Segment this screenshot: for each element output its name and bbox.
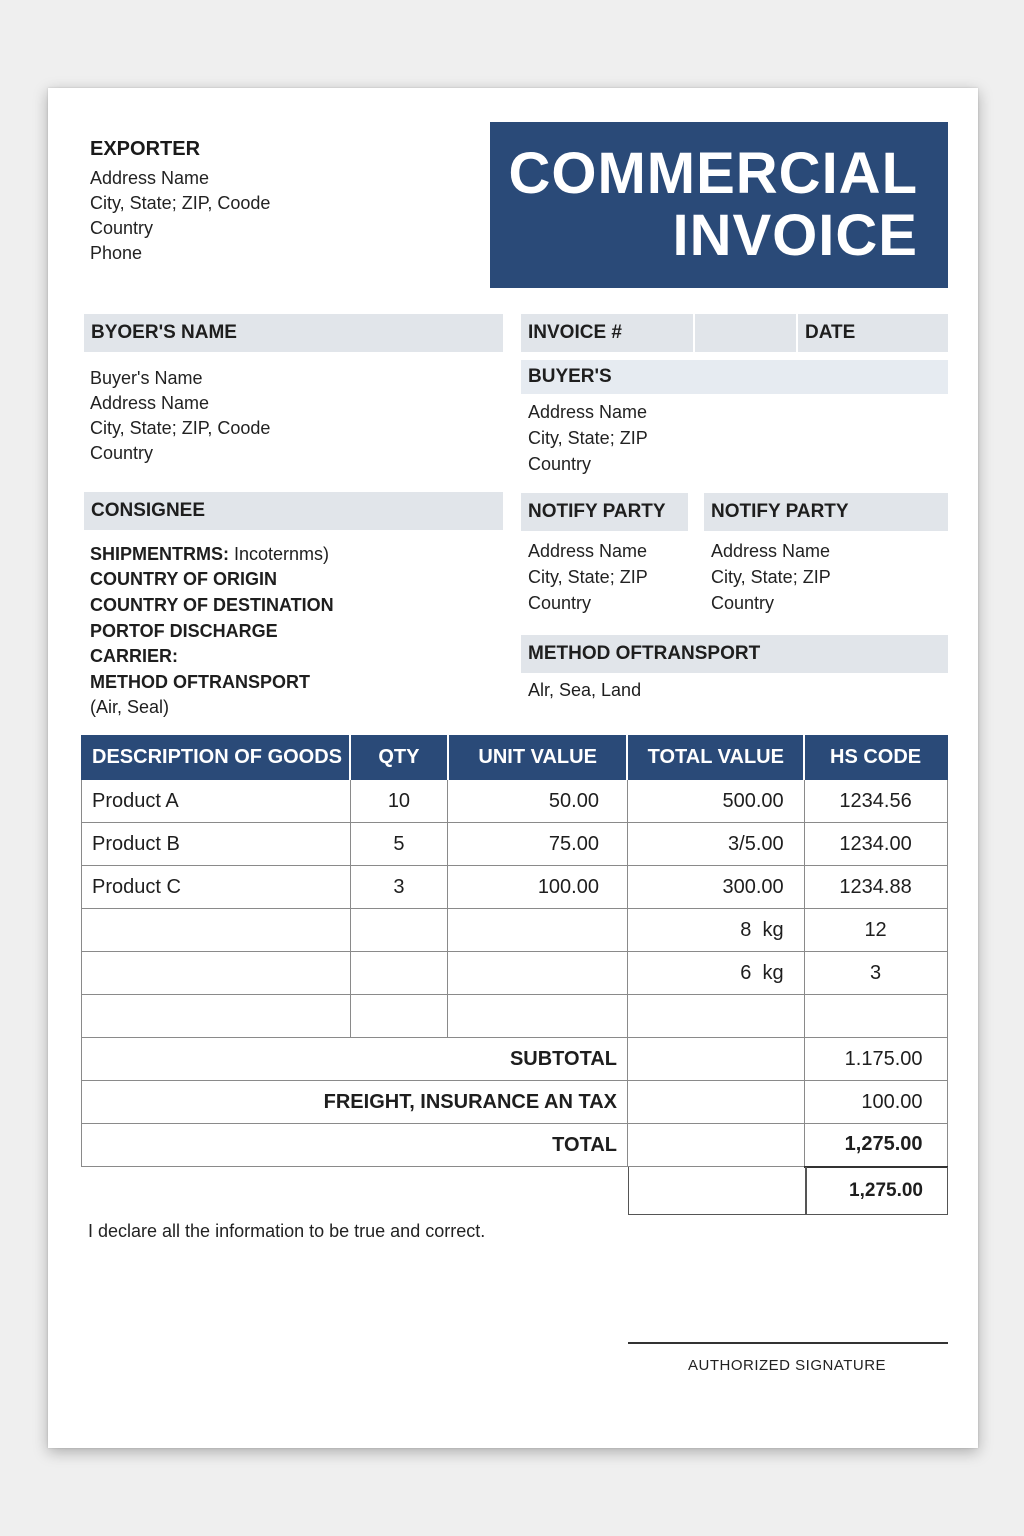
total-label: TOTAL [82, 1124, 628, 1167]
buyers-line: Country [528, 454, 592, 474]
consignee-field: COUNTRY OF ORIGIN [90, 569, 278, 589]
cell-hs-code: 3 [804, 952, 947, 995]
notify-1-line: Address Name [528, 541, 648, 561]
total-row [82, 1124, 948, 1167]
notify-2-line: Address Name [711, 541, 831, 561]
buyer-line: City, State; ZIP, Coode [90, 418, 271, 438]
freight-empty-cell [627, 1081, 804, 1124]
cell-unit-value: 50.00 [448, 780, 628, 823]
goods-table [81, 735, 948, 1168]
exporter-address [90, 166, 270, 266]
column-header-unit-value: UNIT VALUE [448, 736, 628, 780]
column-header-hs-code: HS CODE [804, 736, 947, 780]
buyers-header [521, 360, 948, 394]
cell-description: Product A [82, 780, 351, 823]
subtotal-label: SUBTOTAL [82, 1038, 628, 1081]
date-header [798, 314, 948, 352]
transport-note: (Air, Seal) [90, 697, 170, 717]
cell-total-value: 6 kg [627, 952, 804, 995]
cell-hs-code: 1234.00 [804, 823, 947, 866]
buyer-name-details [90, 366, 270, 466]
column-header-total-value: TOTAL VALUE [627, 736, 804, 780]
cell-unit-value [448, 952, 628, 995]
grand-total-box [628, 1167, 948, 1215]
total-value: 1,275.00 [804, 1124, 947, 1167]
cell-hs-code: 12 [804, 909, 947, 952]
cell-hs-code: 1234.56 [804, 780, 947, 823]
cell-qty: 10 [350, 780, 448, 823]
cell-total-value: 500.00 [627, 780, 804, 823]
buyers-header-label: BUYER'S [528, 366, 612, 387]
buyer-name-header-label: BYOER'S NAME [91, 322, 237, 343]
notify-1-line: Country [528, 593, 592, 613]
column-header-qty: QTY [350, 736, 448, 780]
table-row [82, 780, 948, 823]
cell-total-value: 8 kg [627, 909, 804, 952]
cell-unit-value [448, 995, 628, 1038]
cell-qty: 5 [350, 823, 448, 866]
goods-table-header-row [82, 736, 948, 780]
document-title-line2: INVOICE [672, 203, 918, 268]
exporter-line: Phone [90, 243, 143, 263]
shipment-terms-label: SHIPMENTRMS: [90, 544, 229, 564]
notify-2-line: City, State; ZIP [711, 567, 831, 587]
invoice-page [48, 88, 978, 1448]
consignee-fields [90, 567, 334, 696]
buyer-line: Country [90, 443, 154, 463]
cell-total-value [627, 995, 804, 1038]
notify-party-1-label: NOTIFY PARTY [528, 501, 666, 522]
subtotal-value: 1.175.00 [804, 1038, 947, 1081]
invoice-number-label: INVOICE # [528, 322, 622, 343]
consignee-field: METHOD OFTRANSPORT [90, 672, 310, 693]
cell-qty [350, 952, 448, 995]
cell-description: Product B [82, 823, 351, 866]
consignee-header-label: CONSIGNEE [91, 500, 206, 521]
cell-qty: 3 [350, 866, 448, 909]
exporter-title: EXPORTER [90, 138, 201, 160]
subtotal-empty-cell [627, 1038, 804, 1081]
consignee-field: CARRIER: [90, 646, 178, 667]
cell-unit-value: 75.00 [448, 823, 628, 866]
buyer-line: Address Name [90, 393, 210, 413]
signature-label: AUTHORIZED SIGNATURE [688, 1357, 887, 1374]
invoice-number-value [695, 314, 796, 352]
cell-total-value: 3/5.00 [627, 823, 804, 866]
exporter-line: Country [90, 218, 154, 238]
notify-party-2-label: NOTIFY PARTY [711, 501, 849, 522]
method-of-transport-label: METHOD OFTRANSPORT [528, 643, 761, 664]
invoice-number-header [521, 314, 693, 352]
buyer-line: Buyer's Name [90, 368, 203, 388]
notify-2-line: Country [711, 593, 775, 613]
cell-description [82, 909, 351, 952]
notify-party-2-header [704, 493, 948, 531]
cell-unit-value: 100.00 [448, 866, 628, 909]
grand-total-divider [805, 1167, 807, 1214]
table-row [82, 995, 948, 1038]
buyer-name-header [84, 314, 503, 352]
exporter-line: City, State; ZIP, Coode [90, 193, 271, 213]
notify-1-line: City, State; ZIP [528, 567, 648, 587]
notify-party-1-header [521, 493, 688, 531]
freight-value: 100.00 [804, 1081, 947, 1124]
buyers-details [528, 399, 648, 477]
freight-label: FREIGHT, INSURANCE AN TAX [82, 1081, 628, 1124]
exporter-line: Address Name [90, 168, 210, 188]
document-title-box [490, 122, 948, 288]
document-title-line1: COMMERCIAL [508, 141, 918, 206]
method-of-transport-value: Alr, Sea, Land [528, 680, 642, 700]
cell-qty [350, 995, 448, 1038]
method-of-transport-header [521, 635, 948, 673]
total-empty-cell [627, 1124, 804, 1167]
shipment-terms-value: Incoternms) [229, 544, 330, 564]
date-label: DATE [805, 322, 856, 343]
declaration-text: I declare all the information to be true and correct. [88, 1221, 486, 1241]
cell-description [82, 952, 351, 995]
cell-hs-code: 1234.88 [804, 866, 947, 909]
cell-hs-code [804, 995, 947, 1038]
buyers-line: City, State; ZIP [528, 428, 648, 448]
cell-unit-value [448, 909, 628, 952]
notify-party-1-details [528, 538, 648, 616]
buyers-line: Address Name [528, 402, 648, 422]
subtotal-row [82, 1038, 948, 1081]
column-header-description: DESCRIPTION OF GOODS [82, 736, 351, 780]
grand-total-value: 1,275.00 [849, 1180, 923, 1201]
table-row [82, 823, 948, 866]
shipment-terms [90, 541, 329, 567]
notify-party-2-details [711, 538, 831, 616]
signature-line [628, 1342, 948, 1344]
consignee-header [84, 492, 503, 530]
consignee-field: COUNTRY OF DESTINATION [90, 594, 334, 615]
cell-total-value: 300.00 [627, 866, 804, 909]
cell-description: Product C [82, 866, 351, 909]
cell-description [82, 995, 351, 1038]
freight-row [82, 1081, 948, 1124]
consignee-field: PORTOF DISCHARGE [90, 620, 278, 641]
table-row [82, 866, 948, 909]
table-row [82, 952, 948, 995]
cell-qty [350, 909, 448, 952]
table-row [82, 909, 948, 952]
